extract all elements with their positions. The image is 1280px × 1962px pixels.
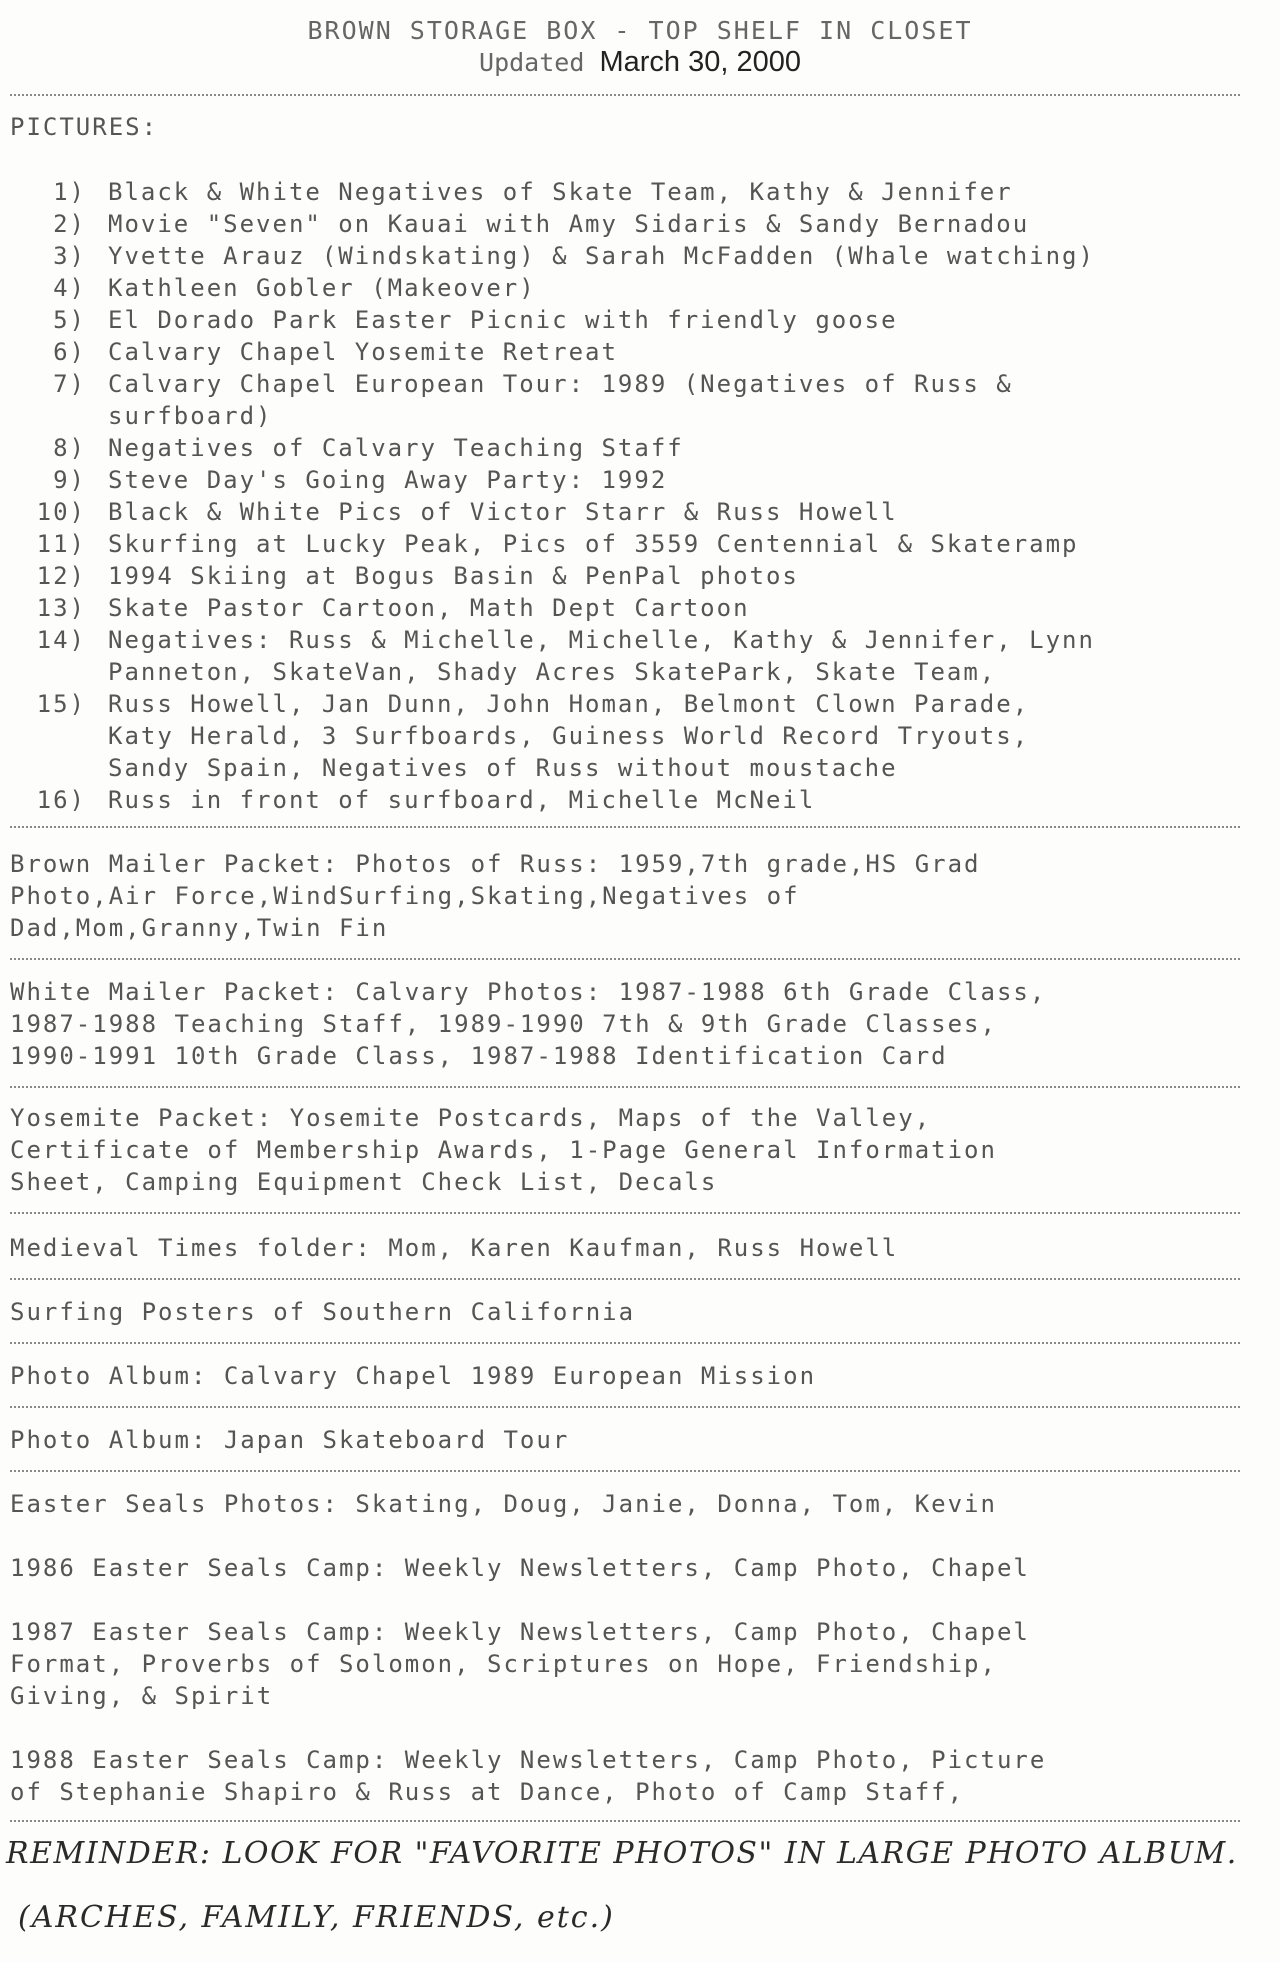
section-1986-camp — [10, 1552, 1030, 1584]
item-text: Movie "Seven" on Kauai with Amy Sidaris & Sandy Bernadou — [108, 210, 1030, 238]
list-item — [20, 498, 898, 526]
item-number: 1) — [53, 178, 86, 206]
list-item — [20, 626, 1095, 654]
section-line: Photo,Air Force,WindSurfing,Skating,Negatives of — [10, 882, 800, 910]
item-number: 11) — [36, 530, 86, 558]
item-text: Russ Howell, Jan Dunn, John Homan, Belmont Clown Parade, — [108, 690, 1030, 718]
item-number: 14) — [36, 626, 86, 654]
divider — [10, 1342, 1240, 1344]
item-text: Russ in front of surfboard, Michelle McNeil — [108, 786, 816, 814]
list-item — [20, 338, 618, 366]
list-item — [20, 562, 799, 590]
section-line: Brown Mailer Packet: Photos of Russ: 1959,7th grade,HS Grad — [10, 850, 981, 878]
item-number: 15) — [36, 690, 86, 718]
list-item — [20, 370, 1013, 398]
item-number: 10) — [36, 498, 86, 526]
section-brown-mailer — [10, 848, 981, 944]
item-number: 2) — [53, 210, 86, 238]
section-line: Giving, & Spirit — [10, 1682, 274, 1710]
item-number: 3) — [53, 242, 86, 270]
item-number: 5) — [53, 306, 86, 334]
item-text: Skurfing at Lucky Peak, Pics of 3559 Centennial & Skateramp — [108, 530, 1079, 558]
section-line: Photo Album: Japan Skateboard Tour — [10, 1426, 570, 1454]
list-item — [20, 210, 1029, 238]
item-continuation: Panneton, SkateVan, Shady Acres SkatePark, Skate Team, — [108, 658, 997, 686]
item-text: Black & White Pics of Victor Starr & Russ Howell — [108, 498, 898, 526]
section-1987-camp — [10, 1616, 1030, 1712]
item-continuation: surfboard) — [108, 402, 273, 430]
section-line: Medieval Times folder: Mom, Karen Kaufman, Russ Howell — [10, 1234, 899, 1262]
handwritten-note: (ARCHES, FAMILY, FRIENDS, etc.) — [18, 1900, 615, 1935]
item-number: 16) — [36, 786, 86, 814]
item-number: 6) — [53, 338, 86, 366]
item-text: Negatives: Russ & Michelle, Michelle, Kathy & Jennifer, Lynn — [108, 626, 1095, 654]
section-japan-album — [10, 1424, 569, 1456]
divider — [10, 826, 1240, 828]
updated-label: Updated — [479, 48, 585, 77]
item-text: Skate Pastor Cartoon, Math Dept Cartoon — [108, 594, 750, 622]
section-line: Format, Proverbs of Solomon, Scriptures on Hope, Friendship, — [10, 1650, 997, 1678]
section-line: of Stephanie Shapiro & Russ at Dance, Photo of Camp Staff, — [10, 1778, 965, 1806]
updated-line — [0, 46, 1280, 79]
item-continuation: Katy Herald, 3 Surfboards, Guiness World Record Tryouts, — [108, 722, 1030, 750]
section-line: Sheet, Camping Equipment Check List, Decals — [10, 1168, 718, 1196]
item-text: Black & White Negatives of Skate Team, Kathy & Jennifer — [108, 178, 1013, 206]
item-text: 1994 Skiing at Bogus Basin & PenPal photos — [108, 562, 799, 590]
list-item — [20, 530, 1079, 558]
section-line: Photo Album: Calvary Chapel 1989 European Mission — [10, 1362, 817, 1390]
divider — [10, 1470, 1240, 1472]
list-item — [20, 786, 815, 814]
section-line: Surfing Posters of Southern California — [10, 1298, 636, 1326]
item-text: Calvary Chapel Yosemite Retreat — [108, 338, 618, 366]
handwritten-reminder: REMINDER: LOOK FOR "FAVORITE PHOTOS" IN LARGE PHOTO ALBUM. — [6, 1836, 1238, 1871]
section-line: White Mailer Packet: Calvary Photos: 1987-1988 6th Grade Class, — [10, 978, 1047, 1006]
section-european-album — [10, 1360, 816, 1392]
item-text: Negatives of Calvary Teaching Staff — [108, 434, 684, 462]
list-item — [20, 242, 1095, 270]
document-title: BROWN STORAGE BOX - TOP SHELF IN CLOSET — [307, 16, 973, 45]
item-number: 13) — [36, 594, 86, 622]
list-item — [20, 690, 1029, 718]
section-line: Easter Seals Photos: Skating, Doug, Janie, Donna, Tom, Kevin — [10, 1490, 997, 1518]
item-continuation: Sandy Spain, Negatives of Russ without moustache — [108, 754, 898, 782]
section-line: 1987-1988 Teaching Staff, 1989-1990 7th & 9th Grade Classes, — [10, 1010, 997, 1038]
updated-date: March 30, 2000 — [599, 46, 801, 78]
list-item — [20, 306, 898, 334]
item-text: Yvette Arauz (Windskating) & Sarah McFadden (Whale watching) — [108, 242, 1095, 270]
section-line: 1986 Easter Seals Camp: Weekly Newsletters, Camp Photo, Chapel — [10, 1554, 1030, 1582]
divider — [10, 1212, 1240, 1214]
section-surfing-posters — [10, 1296, 635, 1328]
list-item — [20, 594, 750, 622]
section-line: Certificate of Membership Awards, 1-Page General Information — [10, 1136, 997, 1164]
divider — [10, 1406, 1240, 1408]
section-line: 1990-1991 10th Grade Class, 1987-1988 Identification Card — [10, 1042, 948, 1070]
section-line: Dad,Mom,Granny,Twin Fin — [10, 914, 389, 942]
section-yosemite-packet — [10, 1102, 997, 1198]
divider — [10, 1278, 1240, 1280]
list-item — [20, 178, 1013, 206]
section-easter-seals-photos — [10, 1488, 997, 1520]
item-number: 9) — [53, 466, 86, 494]
item-number: 12) — [36, 562, 86, 590]
item-number: 8) — [53, 434, 86, 462]
item-text: El Dorado Park Easter Picnic with friendly goose — [108, 306, 898, 334]
section-line: Yosemite Packet: Yosemite Postcards, Maps of the Valley, — [10, 1104, 932, 1132]
divider — [10, 94, 1240, 96]
item-number: 7) — [53, 370, 86, 398]
divider — [10, 1086, 1240, 1088]
section-line: 1987 Easter Seals Camp: Weekly Newsletters, Camp Photo, Chapel — [10, 1618, 1030, 1646]
item-text: Calvary Chapel European Tour: 1989 (Negatives of Russ & — [108, 370, 1013, 398]
section-medieval-times — [10, 1232, 898, 1264]
divider — [10, 958, 1240, 960]
list-item — [20, 274, 536, 302]
item-text: Steve Day's Going Away Party: 1992 — [108, 466, 668, 494]
list-item — [20, 434, 684, 462]
item-number: 4) — [53, 274, 86, 302]
section-line: 1988 Easter Seals Camp: Weekly Newsletters, Camp Photo, Picture — [10, 1746, 1047, 1774]
item-text: Kathleen Gobler (Makeover) — [108, 274, 536, 302]
divider — [10, 1820, 1240, 1822]
section-1988-camp — [10, 1744, 1046, 1808]
list-item — [20, 466, 667, 494]
section-white-mailer — [10, 976, 1046, 1072]
pictures-heading: PICTURES: — [10, 113, 159, 141]
